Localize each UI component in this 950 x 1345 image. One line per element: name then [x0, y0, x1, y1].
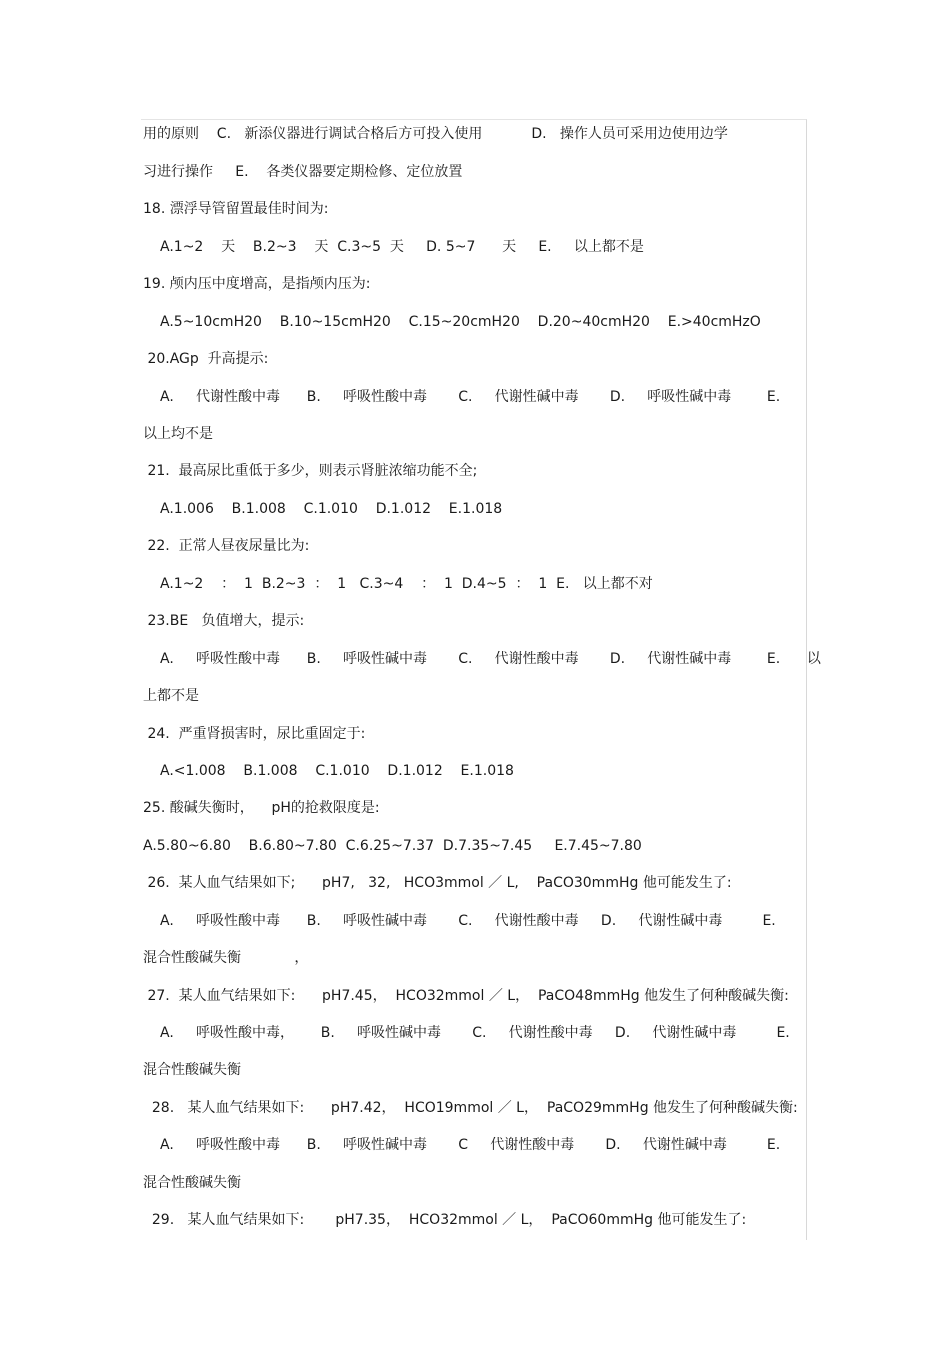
- options-19: A.5~10cmH20 B.10~15cmH20 C.15~20cmH20 D.20~40cmH20 E.>40cmHzO: [160, 314, 761, 330]
- options-22: A.1~2 ： 1 B.2~3 ： 1 C.3~4 ： 1 D.4~5 ： 1 E. 以上都不对: [160, 576, 653, 592]
- question-26: 26. 某人血气结果如下; pH7, 32, HCO3mmol ／ L, PaCO30mmHg 他可能发生了:: [143, 875, 732, 891]
- options-20: A. 代谢性酸中毒 B. 呼吸性酸中毒 C. 代谢性碱中毒 D. 呼吸性碱中毒 E.: [160, 389, 781, 405]
- options-25: A.5.80~6.80 B.6.80~7.80 C.6.25~7.37 D.7.35~7.45 E.7.45~7.80: [143, 838, 642, 854]
- text-line-1: 用的原则 C. 新添仪器进行调试合格后方可投入使用 D. 操作人员可采用边使用边学: [143, 126, 728, 142]
- question-22: 22. 正常人昼夜尿量比为:: [143, 538, 310, 554]
- question-29: 29. 某人血气结果如下: pH7.35， HCO32mmol ／ L， PaCO60mmHg 他可能发生了:: [143, 1212, 747, 1228]
- text-line-2: 习进行操作 E. 各类仪器要定期检修、定位放置: [143, 164, 463, 180]
- options-23-cont: 上都不是: [143, 688, 199, 704]
- options-27-cont: 混合性酸碱失衡: [143, 1062, 241, 1078]
- question-18: 18. 漂浮导管留置最佳时间为:: [143, 201, 329, 217]
- options-27: A. 呼吸性酸中毒， B. 呼吸性碱中毒 C. 代谢性酸中毒 D. 代谢性碱中毒 E.: [160, 1025, 790, 1041]
- options-26: A. 呼吸性酸中毒 B. 呼吸性碱中毒 C. 代谢性酸中毒 D. 代谢性碱中毒 E.: [160, 913, 776, 929]
- options-20-cont: 以上均不是: [143, 426, 213, 442]
- question-28: 28. 某人血气结果如下: pH7.42， HCO19mmol ／ L， PaCO29mmHg 他发生了何种酸碱失衡:: [143, 1100, 798, 1116]
- options-23: A. 呼吸性酸中毒 B. 呼吸性碱中毒 C. 代谢性酸中毒 D. 代谢性碱中毒 E. 以: [160, 651, 821, 667]
- options-21: A.1.006 B.1.008 C.1.010 D.1.012 E.1.018: [160, 501, 503, 517]
- options-28-cont: 混合性酸碱失衡: [143, 1175, 241, 1191]
- question-23: 23.BE 负值增大，提示:: [143, 613, 305, 629]
- question-24: 24. 严重肾损害时，尿比重固定于:: [143, 726, 366, 742]
- options-24: A.<1.008 B.1.008 C.1.010 D.1.012 E.1.018: [160, 763, 514, 779]
- question-19: 19. 颅内压中度增高，是指颅内压为:: [143, 276, 371, 292]
- question-21: 21. 最高尿比重低于多少，则表示肾脏浓缩功能不全;: [143, 463, 478, 479]
- question-20: 20.AGp 升高提示:: [143, 351, 269, 367]
- question-25: 25. 酸碱失衡时， pH的抢救限度是:: [143, 800, 380, 816]
- question-27: 27. 某人血气结果如下: pH7.45， HCO32mmol ／ L， PaCO48mmHg 他发生了何种酸碱失衡:: [143, 988, 789, 1004]
- options-26-cont: 混合性酸碱失衡 ，: [143, 950, 309, 966]
- options-18: A.1~2 天 B.2~3 天 C.3~5 天 D. 5~7 天 E. 以上都不是: [160, 239, 644, 255]
- options-28: A. 呼吸性酸中毒 B. 呼吸性碱中毒 C 代谢性酸中毒 D. 代谢性碱中毒 E.: [160, 1137, 781, 1153]
